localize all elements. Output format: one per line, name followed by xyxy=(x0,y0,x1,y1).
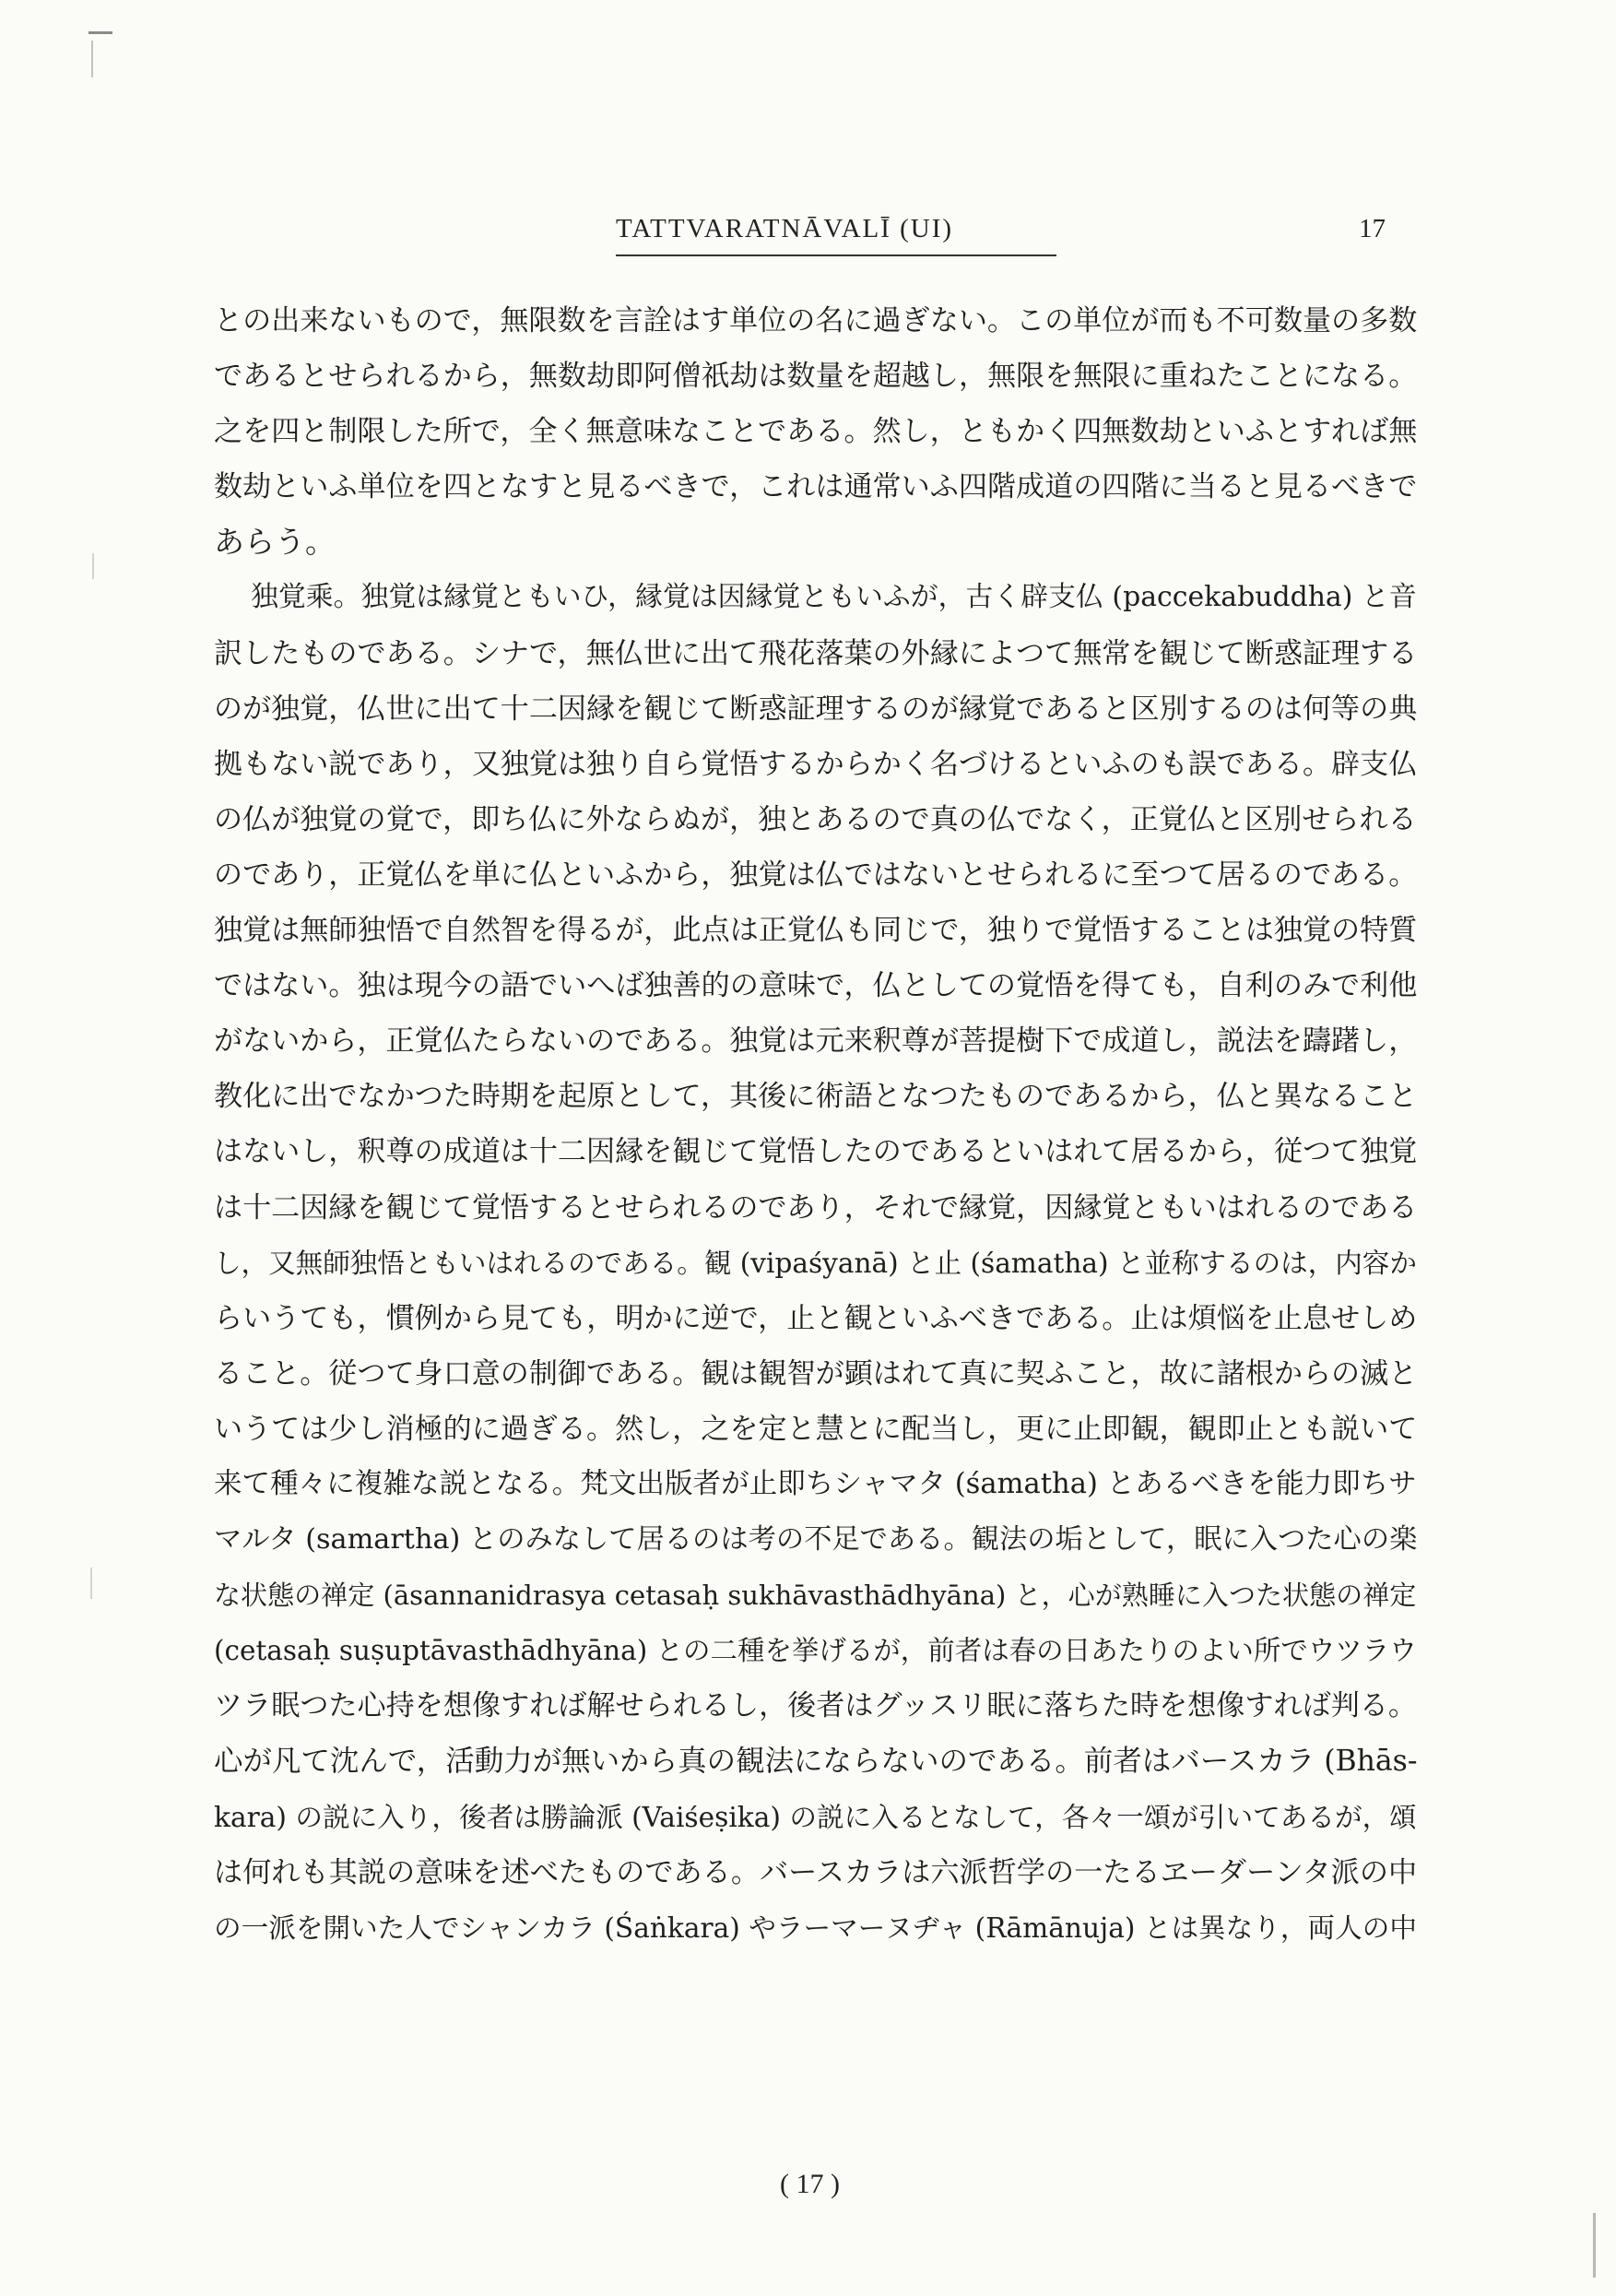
text-line: がないから，正覚仏たらないのである。独覚は元来釈尊が菩提樹下で成道し，説法を躊躇し， xyxy=(214,1024,1418,1059)
text-line: は何れも其説の意味を述べたものである。バースカラは六派哲学の一たるヱーダーンタ派の中 xyxy=(214,1855,1418,1889)
text-line: 独覚は無師独悟で自然智を得るが，此点は正覚仏も同じで，独りで覚悟することは独覚の特質 xyxy=(214,914,1418,948)
text-line: 之を四と制限した所で，全く無意味なことである。然し，ともかく四無数劫といふとすれば無 xyxy=(214,415,1418,449)
text-line: し，又無師独悟ともいはれるのである。観 (vipaśyanā) と止 (śamatha) と並称するのは，内容か xyxy=(214,1247,1417,1279)
text-line: のが独覚，仏世に出て十二因縁を観じて断惑証理するのが縁覚であると区別するのは何等の典 xyxy=(214,692,1418,726)
text-line: ること。従つて身口意の制御である。観は観智が顕はれて真に契ふこと，故に諸根からの滅と xyxy=(214,1356,1418,1391)
scan-edge-mark-left-3 xyxy=(90,1568,92,1599)
text-line: 心が凡て沈んで，活動力が無いから真の観法にならないのである。前者はバースカラ (Bhās- xyxy=(214,1745,1418,1779)
text-line: 数劫といふ単位を四となすと見るべきで，これは通常いふ四階成道の四階に当ると見るべきで xyxy=(214,470,1418,504)
text-line: いうては少し消極的に過ぎる。然し，之を定と慧とに配当し，更に止即観，観即止とも説いて xyxy=(214,1412,1418,1446)
text-line: あらう。 xyxy=(214,524,336,561)
text-line: のであり，正覚仏を単に仏といふから，独覚は仏ではないとせられるに至つて居るのである。 xyxy=(214,858,1418,892)
body-text xyxy=(214,293,1423,1956)
text-line: 拠もない説であり，又独覚は独り自ら覚悟するからかく名づけるといふのも誤である。辟支仏 xyxy=(214,747,1418,781)
text-line: な状態の禅定 (āsannanidrasya cetasaḥ sukhāvasthādhyāna) と，心が熟睡に入つた状態の禅定 xyxy=(214,1580,1417,1612)
text-line: 教化に出でなかつた時期を起原として，其後に術語となつたものであるから，仏と異なること xyxy=(214,1080,1418,1114)
text-line: ツラ眠つた心持を想像すれば解せられるし，後者はグッスリ眠に落ちた時を想像すれば判る。 xyxy=(214,1689,1418,1723)
scan-edge-mark-bottom-right xyxy=(1593,2213,1596,2278)
text-line-paragraph-start: 独覚乘。独覚は縁覚ともいひ，縁覚は因縁覚ともいふが，古く辟支仏 (paccekabuddha) と音 xyxy=(251,581,1417,614)
text-line: は十二因縁を観じて覚悟するとせられるのであり，それで縁覚，因縁覚ともいはれるのである xyxy=(214,1190,1418,1225)
page-number-top: 17 xyxy=(1359,214,1386,243)
text-line: であるとせられるから，無数劫即阿僧祇劫は数量を超越し，無限を無限に重ねたことになる。 xyxy=(214,360,1418,394)
running-header-title: TATTVARATNĀVALĪ (UI) xyxy=(616,214,954,243)
scan-edge-mark-left-2 xyxy=(92,553,94,579)
text-line: の一派を開いた人でシャンカラ (Śaṅkara) やラーマーヌヂャ (Rāmānuja) とは異なり，両人の中 xyxy=(214,1911,1417,1944)
text-line: ではない。独は現今の語でいへば独善的の意味で，仏としての覚悟を得ても，自利のみで利他 xyxy=(214,969,1418,1003)
text-line: 訳したものである。シナで，無仏世に出て飛花落葉の外縁によつて無常を観じて断惑証理する xyxy=(214,636,1418,670)
text-line: との出来ないもので，無限数を言詮はす単位の名に過ぎない。この単位が而も不可数量の多数 xyxy=(214,304,1418,337)
text-line: (cetasaḥ suṣuptāvasthādhyāna) との二種を挙げるが，前者は春の日あたりのよい所でウツラウ xyxy=(214,1635,1417,1667)
scan-edge-mark-top-left xyxy=(88,31,112,34)
text-line: 来て種々に複雑な説となる。梵文出版者が止即ちシャマタ (śamatha) とあるべきを能力即ちサ xyxy=(214,1467,1417,1500)
text-line: らいうても，慣例から見ても，明かに逆で，止と観といふべきである。止は煩悩を止息せしめ xyxy=(214,1301,1418,1335)
page-number-bottom: ( 17 ) xyxy=(780,2169,840,2199)
header-rule xyxy=(616,254,1056,256)
text-line: はないし，釈尊の成道は十二因縁を観じて覚悟したのであるといはれて居るから，従つて独覚 xyxy=(214,1135,1418,1169)
text-line: kara) の説に入り，後者は勝論派 (Vaiśeṣika) の説に入るとなして，各々一頌が引いてあるが，頌 xyxy=(214,1801,1417,1833)
text-line: の仏が独覚の覚で，即ち仏に外ならぬが，独とあるので真の仏でなく，正覚仏と区別せられる xyxy=(214,802,1417,836)
text-line: マルタ (samartha) とのみなして居るのは考の不足である。観法の垢として，眠に入つた心の楽 xyxy=(214,1523,1418,1556)
scan-edge-mark-left-1 xyxy=(91,41,93,77)
